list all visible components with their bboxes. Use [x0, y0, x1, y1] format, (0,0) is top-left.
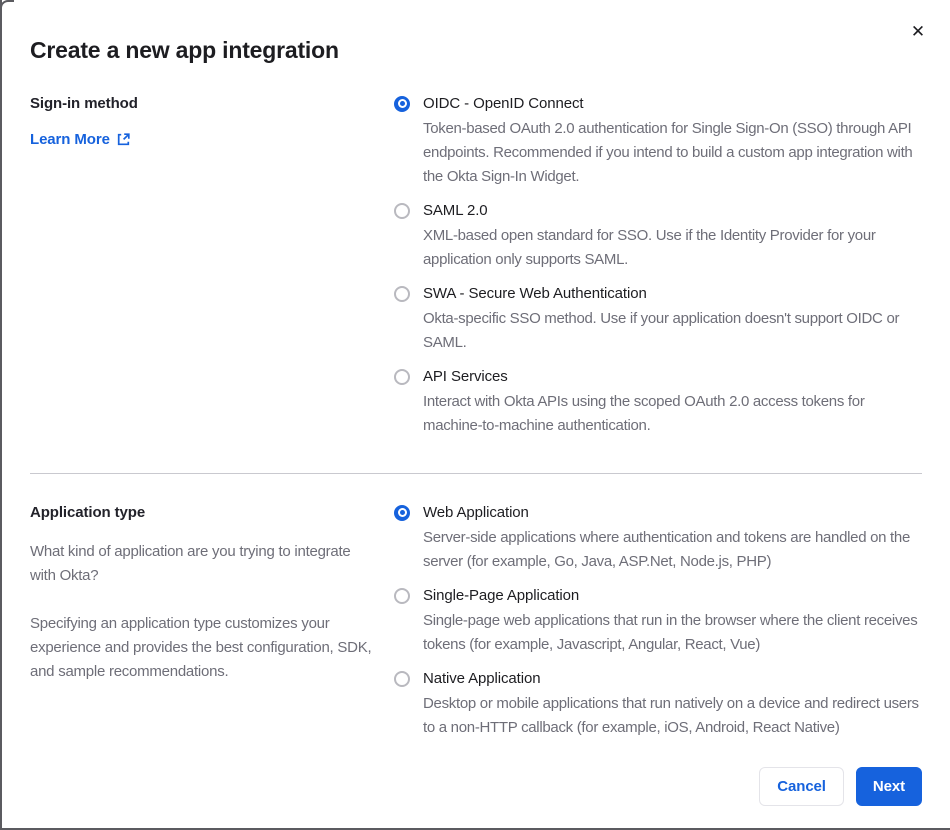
- option-label[interactable]: Web Application: [423, 504, 529, 521]
- close-icon[interactable]: ✕: [906, 20, 930, 44]
- option-text: [423, 368, 922, 438]
- radio-button-native-application[interactable]: [394, 671, 410, 687]
- option-description: Desktop or mobile applications that run natively on a device and redirect users to a non-HTTP callback (for example, iOS, Android, React Native): [423, 695, 919, 736]
- learn-more-link[interactable]: [30, 131, 130, 148]
- option-description: Single-page web applications that run in the browser where the client receives tokens (for example, Javascript, Angular, React, Vue): [423, 612, 918, 653]
- signin-option-oidc[interactable]: [394, 95, 922, 189]
- option-label[interactable]: Single-Page Application: [423, 587, 580, 604]
- option-description: XML-based open standard for SSO. Use if the Identity Provider for your application only supports SAML.: [423, 227, 876, 268]
- option-label[interactable]: SAML 2.0: [423, 202, 488, 219]
- option-label[interactable]: Native Application: [423, 670, 541, 687]
- apptype-option-web[interactable]: [394, 504, 922, 574]
- radio-button-swa[interactable]: [394, 286, 410, 302]
- option-text: [423, 587, 922, 657]
- radio-button-saml[interactable]: [394, 203, 410, 219]
- next-button[interactable]: Next: [856, 767, 922, 806]
- option-text: [423, 504, 922, 574]
- application-type-section: [30, 504, 922, 740]
- signin-method-options: [394, 95, 922, 438]
- signin-method-section: [30, 95, 922, 438]
- radio-button-oidc[interactable]: [394, 96, 410, 112]
- apptype-option-spa[interactable]: [394, 587, 922, 657]
- signin-method-heading: Sign-in method: [30, 95, 138, 112]
- application-type-question: What kind of application are you trying to integrate with Okta?: [30, 543, 351, 584]
- dialog-footer: [30, 767, 922, 806]
- option-label[interactable]: API Services: [423, 368, 508, 385]
- application-type-note: Specifying an application type customizes your experience and provides the best configuration, SDK, and sample recommendations.: [30, 615, 372, 680]
- option-text: [423, 285, 922, 355]
- dialog-title: Create a new app integration: [30, 37, 339, 63]
- signin-option-api-services[interactable]: [394, 368, 922, 438]
- option-description: Token-based OAuth 2.0 authentication for Single Sign-On (SSO) through API endpoints. Recommended if you intend to build a custom app integration with the Okta Sign-In Widget.: [423, 120, 913, 185]
- application-type-heading: Application type: [30, 504, 146, 521]
- option-text: [423, 95, 922, 189]
- application-type-options: [394, 504, 922, 740]
- application-type-left-column: [30, 504, 380, 740]
- option-text: [423, 202, 922, 272]
- option-label[interactable]: SWA - Secure Web Authentication: [423, 285, 647, 302]
- learn-more-label: Learn More: [30, 131, 110, 148]
- option-description: Okta-specific SSO method. Use if your application doesn't support OIDC or SAML.: [423, 310, 900, 351]
- radio-button-web-application[interactable]: [394, 505, 410, 521]
- option-text: [423, 670, 922, 740]
- signin-option-swa[interactable]: [394, 285, 922, 355]
- option-description: Interact with Okta APIs using the scoped OAuth 2.0 access tokens for machine-to-machine authentication.: [423, 393, 865, 434]
- radio-button-api-services[interactable]: [394, 369, 410, 385]
- external-link-icon: [117, 133, 130, 146]
- cancel-button[interactable]: Cancel: [759, 767, 844, 806]
- option-description: Server-side applications where authentication and tokens are handled on the server (for example, Go, Java, ASP.Net, Node.js, PHP): [423, 529, 911, 570]
- signin-method-left-column: [30, 95, 380, 438]
- option-label[interactable]: OIDC - OpenID Connect: [423, 95, 584, 112]
- radio-button-single-page-application[interactable]: [394, 588, 410, 604]
- apptype-option-native[interactable]: [394, 670, 922, 740]
- section-divider: [30, 473, 922, 474]
- signin-option-saml[interactable]: [394, 202, 922, 272]
